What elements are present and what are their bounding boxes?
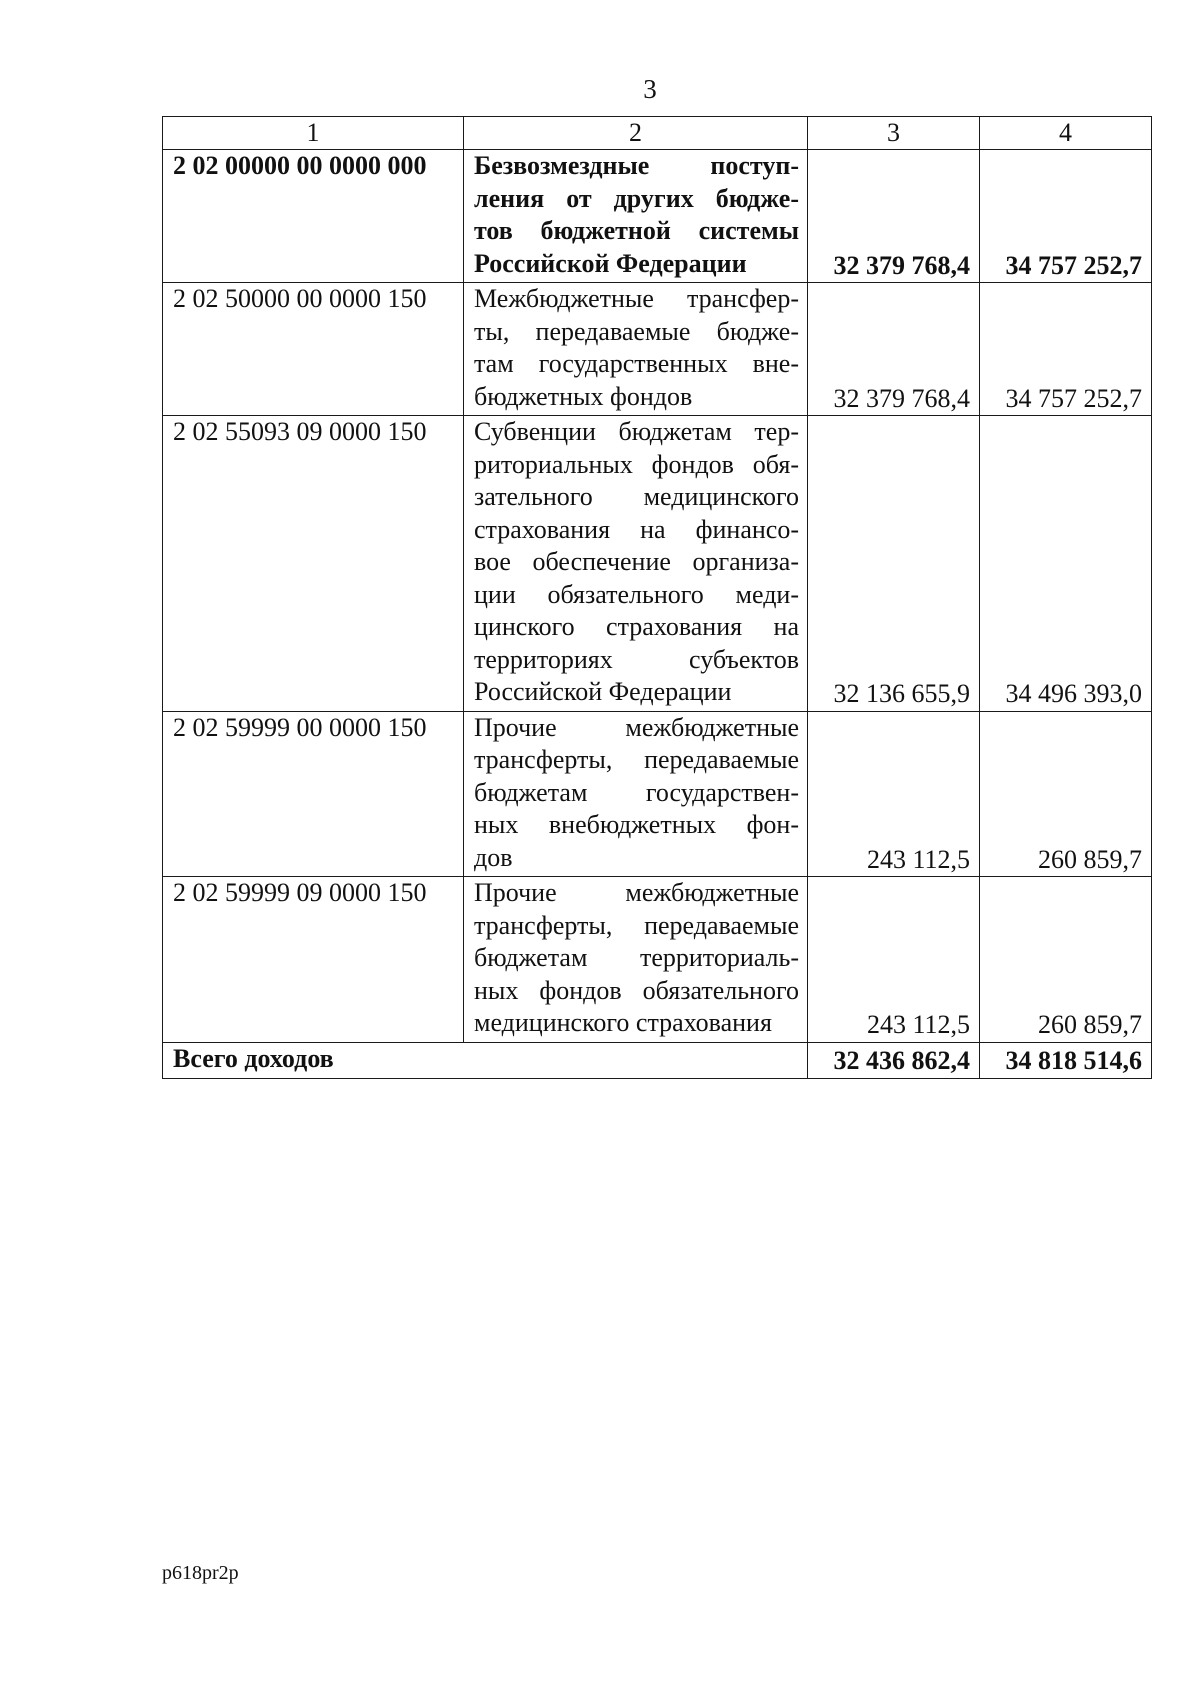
column-numbers-row — [163, 117, 1152, 150]
income-name-line: бюджетам государствен- — [474, 777, 799, 807]
budget-code: 2 02 00000 00 0000 000 — [163, 150, 464, 283]
income-name-line: медицинского страхования — [474, 1008, 772, 1037]
amount-column-4: 260 859,7 — [980, 711, 1152, 877]
income-name-line: цинского страхования на — [474, 612, 799, 641]
table-body — [163, 117, 1152, 1079]
income-name — [464, 150, 808, 283]
income-name-line: Российской Федерации — [474, 677, 732, 706]
table-row — [163, 877, 1152, 1043]
amount-column-4: 260 859,7 — [980, 877, 1152, 1043]
income-name-line: ных фондов обязательного — [474, 975, 799, 1005]
income-name-line: трансферты, передаваемые — [474, 745, 799, 774]
income-name-line: трансферты, передаваемые — [474, 910, 799, 940]
budget-code: 2 02 59999 00 0000 150 — [163, 711, 464, 877]
total-row — [163, 1042, 1152, 1078]
amount-column-3: 32 379 768,4 — [808, 283, 980, 416]
income-name — [464, 711, 808, 877]
amount-column-3: 32 379 768,4 — [808, 150, 980, 283]
budget-code: 2 02 50000 00 0000 150 — [163, 283, 464, 416]
income-name-line: бюджетных фондов — [474, 381, 693, 411]
income-name-line: страхования на финансо- — [474, 514, 799, 544]
amount-column-4: 34 496 393,0 — [980, 416, 1152, 712]
income-name — [464, 283, 808, 416]
income-name-line: Прочие межбюджетные — [474, 712, 799, 742]
income-name-line: ления от других бюдже- — [474, 183, 799, 213]
column-number-2: 2 — [464, 117, 808, 150]
income-name — [464, 877, 808, 1043]
table-row — [163, 711, 1152, 877]
income-name-line: дов — [474, 842, 513, 872]
total-label: Всего доходов — [163, 1042, 808, 1078]
amount-column-3: 243 112,5 — [808, 711, 980, 877]
amount-column-3: 32 136 655,9 — [808, 416, 980, 712]
page-number: 3 — [643, 74, 657, 104]
total-amount-column-4: 34 818 514,6 — [980, 1042, 1152, 1078]
income-name-line: вое обеспечение организа- — [474, 547, 799, 576]
column-number-3: 3 — [808, 117, 980, 150]
column-number-1: 1 — [163, 117, 464, 150]
income-name-line: Российской Федерации — [474, 248, 747, 278]
table-row — [163, 150, 1152, 283]
document-id: p618pr2p — [162, 1562, 239, 1584]
income-name-line: Субвенции бюджетам тер- — [474, 417, 799, 446]
income-name-line: ции обязательного меди- — [474, 579, 799, 609]
income-name-line: территориях субъектов — [474, 644, 799, 674]
income-name-line: риториальных фондов обя- — [474, 449, 799, 479]
income-name-line: тов бюджетной системы — [474, 216, 799, 245]
income-name-line: Безвозмездные поступ- — [474, 151, 799, 180]
income-name-line: ты, передаваемые бюдже- — [474, 316, 799, 346]
table-row — [163, 283, 1152, 416]
income-name-line: зательного медицинского — [474, 482, 799, 511]
amount-column-4: 34 757 252,7 — [980, 150, 1152, 283]
income-name-line: Межбюджетные трансфер- — [474, 284, 799, 313]
budget-code: 2 02 55093 09 0000 150 — [163, 416, 464, 712]
income-name — [464, 416, 808, 712]
column-number-4: 4 — [980, 117, 1152, 150]
amount-column-3: 243 112,5 — [808, 877, 980, 1043]
income-name-line: бюджетам территориаль- — [474, 943, 799, 972]
table-row — [163, 416, 1152, 712]
income-name-line: там государственных вне- — [474, 349, 799, 378]
total-amount-column-3: 32 436 862,4 — [808, 1042, 980, 1078]
income-table — [162, 116, 1152, 1079]
income-name-line: ных внебюджетных фон- — [474, 810, 799, 839]
amount-column-4: 34 757 252,7 — [980, 283, 1152, 416]
income-name-line: Прочие межбюджетные — [474, 878, 799, 907]
budget-code: 2 02 59999 09 0000 150 — [163, 877, 464, 1043]
